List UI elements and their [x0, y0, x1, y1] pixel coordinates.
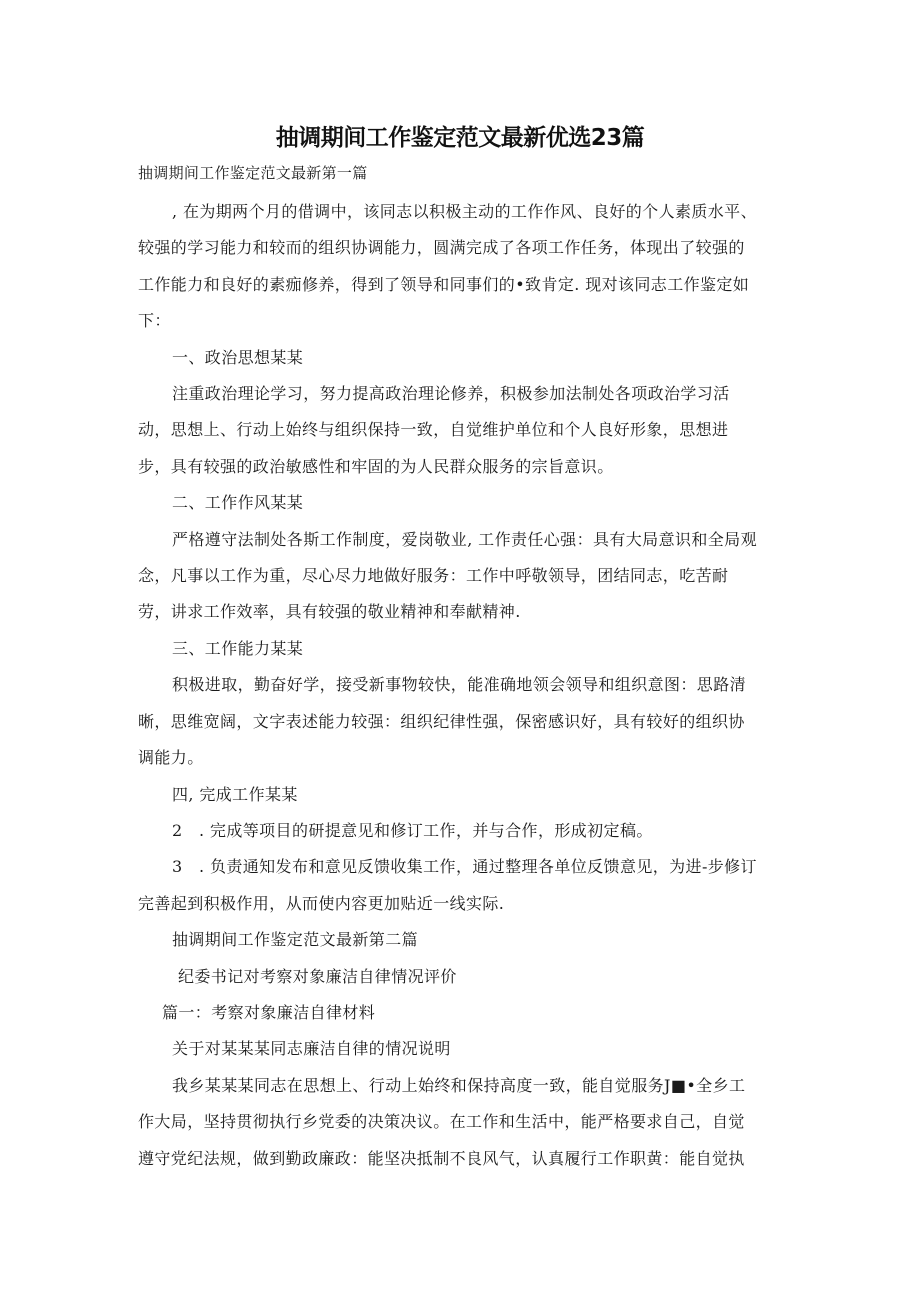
paragraph-line: 劳，讲求工作效率，具有较强的敬业精神和奉献精神.	[138, 602, 521, 622]
paragraph-line: 完善起到积极作用，从而使内容更加贴近一线实际.	[138, 893, 505, 913]
item4-point-2: 2 . 完成等项目的研提意见和修订工作，并与合作，形成初定稿。	[172, 820, 653, 840]
paragraph-line: 作大局，坚持贯彻执行乡党委的决策决议。在工作和生活中，能严格要求自己，自觉	[138, 1112, 745, 1132]
section2-subheading: 纪委书记对考察对象廉洁自律情况评价	[178, 966, 457, 986]
paragraph-line: 3 . 负责通知发布和意见反馈收集工作，通过整理各单位反馈意见，为进-步修订	[172, 857, 757, 877]
paragraph-line: 工作能力和良好的素痂修养，得到了领导和同事们的•致肯定. 现对该同志工作鉴定如	[138, 274, 750, 294]
document-body	[138, 162, 786, 1177]
paragraph-line: 念，凡事以工作为重，尽心尽力地做好服务：工作中呼敬领导，团结同志，吃苦耐	[138, 566, 729, 586]
item3-paragraph	[138, 667, 786, 776]
paragraph-line: 较强的学习能力和较而的组织协调能力，圆满完成了各项工作任务，体现出了较强的	[138, 238, 745, 258]
section2-heading: 抽调期间工作鉴定范文最新第二篇	[172, 930, 419, 950]
paragraph-line: 晰，思维宽阔，文字表述能力较强：组织纪律性强，保密感识好，具有较好的组织协	[138, 711, 745, 731]
article1-paragraph	[138, 1068, 786, 1177]
item4-point-3	[138, 849, 786, 922]
paragraph-line: 积极进取，勤奋好学，接受新事物较快，能准确地领会领导和组织意图：思路清	[172, 675, 747, 695]
document-title: 抽调期间工作鉴定范文最新优选23篇	[275, 125, 645, 151]
paragraph-line: 注重政治理论学习，努力提高政治理论修养，积极参加法制处各项政治学习活	[172, 384, 730, 404]
section1-heading: 抽调期间工作鉴定范文最新第一篇	[138, 164, 368, 182]
paragraph-line: 遵守党纪法规，做到勤政廉政：能坚决抵制不良风气，认真履行工作职黄：能自觉执	[138, 1148, 745, 1168]
paragraph-line: 调能力。	[138, 748, 204, 768]
item4-heading: 四, 完成工作某某	[172, 784, 298, 804]
paragraph-line: 下：	[138, 311, 171, 331]
paragraph-line: 严格遵守法制处各斯工作制度，爱岗敬业, 工作责任心强：具有大局意识和全局观	[172, 529, 757, 549]
paragraph-line: 动，思想上、行动上始终与组织保持一致，自觉维护单位和个人良好形象，思想进	[138, 420, 729, 440]
item2-heading: 二、工作作风某某	[172, 493, 304, 513]
intro-paragraph	[138, 194, 786, 340]
article1-subtitle: 关于对某某某同志廉洁自律的情况说明	[172, 1039, 451, 1059]
paragraph-line: 步，具有较强的政治敏感性和牢固的为人民群众服务的宗旨意识。	[138, 456, 614, 476]
article1-heading: 篇一：考察对象廉洁自律材料	[162, 1002, 376, 1022]
paragraph-line: , 在为期两个月的借调中，该同志以积极主动的工作作风、良好的个人素质水平、	[172, 202, 757, 221]
item3-heading: 三、工作能力某某	[172, 638, 304, 658]
item1-paragraph	[138, 376, 786, 485]
item2-paragraph	[138, 522, 786, 631]
item1-heading: 一、政治思想某某	[172, 347, 304, 367]
paragraph-line: 我乡某某某同志在思想上、行动上始终和保持高度一致，能自觉服务J■•全乡工	[172, 1075, 746, 1095]
